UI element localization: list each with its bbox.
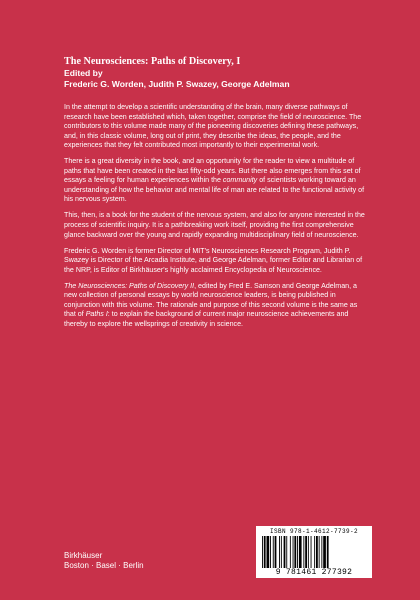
paragraph-audience: This, then, is a book for the student of the nervous system, and also for anyone interested in the process of scientific inquiry. It is a pathbreaking work itself, providing the first comprehensive glance backward over the young and rapidly expanding multidisciplinary field of neuroscience. xyxy=(64,211,365,239)
paragraph-volume-two-text-2: : to explain the background of current major neuroscience achievements and thereby to explore the wellsprings of creativity in science. xyxy=(64,310,349,328)
book-title: The Neurosciences: Paths of Discovery, I xyxy=(64,56,241,67)
paragraph-diversity-text-1: There is a great diversity in the book, and an opportunity for the reader to view a multitude of paths that have been created in the last fifty-odd years. But there also emerges from this set of essays a feeling for human experiences within the xyxy=(64,157,361,185)
isbn-label: ISBN 978-1-4612-7739-2 xyxy=(269,528,358,535)
paragraph-diversity xyxy=(64,157,370,205)
paragraph-diversity-text-2: of scientists working toward an understanding of how the behavior and mental life of man are related to the functional activity of his nervous system. xyxy=(64,176,365,204)
barcode-icon xyxy=(260,536,368,568)
editors-list: Frederic G. Worden, Judith P. Swazey, George Adelman xyxy=(64,79,290,89)
paragraph-intro: In the attempt to develop a scientific understanding of the brain, many diverse pathways of research have been established which, taken together, comprise the field of neuroscience. The contributors to this volume made many of the pioneering discoveries defining these pathways, and, in this classic volume, long out of print, they describe the ideas, the people, and the experiences that they felt contributed most importantly to their experimental work. xyxy=(64,103,362,150)
publisher-name: Birkhäuser xyxy=(64,551,103,560)
paragraph-volume-two-text-1: , edited by Fred E. Samson and George Adelman, a new collection of personal essays by world neuroscience leaders, is being published in conjunction with this volume. The rationale and purpose of this second volume is the same as that of xyxy=(64,281,358,319)
edited-by-label: Edited by xyxy=(64,68,103,78)
publisher-cities: Boston · Basel · Berlin xyxy=(64,561,144,570)
description xyxy=(64,103,370,336)
barcode-digits: 9 781461 277392 xyxy=(275,568,353,577)
paragraph-diversity-emphasis: community xyxy=(222,176,258,185)
paths-one-title: Paths I xyxy=(85,310,108,319)
barcode-box xyxy=(256,526,372,578)
publisher-block xyxy=(64,551,144,571)
volume-two-title: The Neurosciences: Paths of Discovery II xyxy=(64,281,195,290)
paragraph-editors-bio: Frederic G. Worden is former Director of MIT's Neurosciences Research Program, Judith P. Swazey is Director of the Arcadia Institute, and George Adelman, former Editor and Librarian of the NRP, is Editor of Birkhäuser's highly acclaimed Encyclopedia of Neuroscience. xyxy=(64,246,363,274)
paragraph-volume-two xyxy=(64,282,370,330)
header xyxy=(64,55,384,90)
